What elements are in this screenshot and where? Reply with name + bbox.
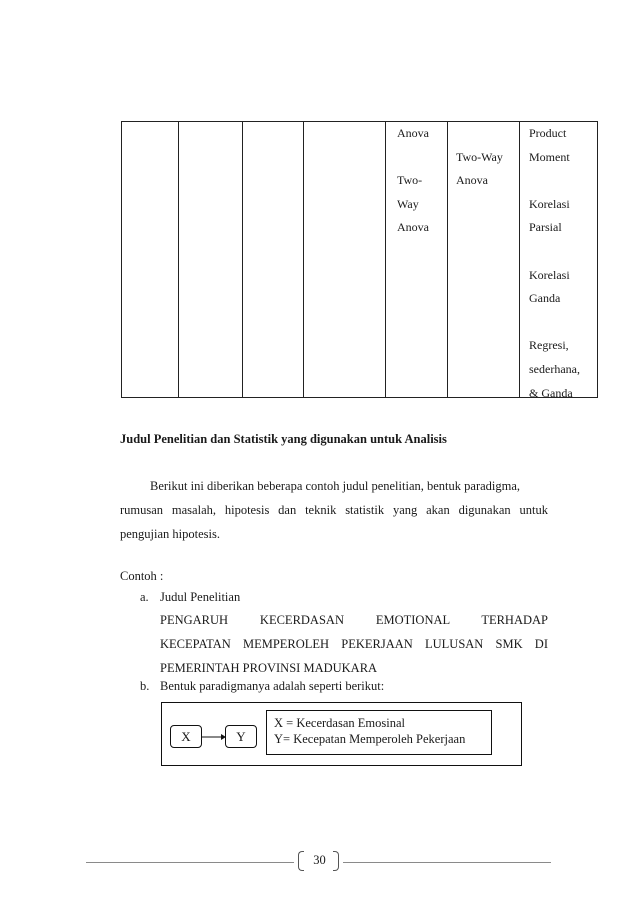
cell-line: Anova: [456, 173, 488, 188]
cell-line: [456, 122, 503, 146]
section-heading: Judul Penelitian dan Statistik yang digunakan untuk Analisis: [120, 432, 447, 446]
intro-paragraph: [120, 476, 548, 544]
cell-line: Korelasi: [529, 267, 570, 282]
paragraph-line: [120, 476, 548, 496]
page-number-bracket-left: [298, 851, 304, 871]
research-title: [160, 610, 548, 678]
cell-line: Moment: [529, 149, 570, 164]
table-column-divider: [519, 122, 520, 397]
diagram-legend: [266, 710, 492, 755]
cell-line: [397, 146, 429, 170]
title-line: PEMERINTAH PROVINSI MADUKARA: [160, 661, 378, 675]
arrow-icon: [202, 731, 226, 743]
paragraph-line: pengujian hipotesis.: [120, 527, 220, 541]
cell-line: Product: [529, 126, 567, 140]
table-cell-product-moment: [529, 122, 580, 405]
item-a-label: Judul Penelitian: [160, 590, 241, 604]
table-cell-anova: [397, 122, 429, 240]
page-number-bracket-right: [333, 851, 339, 871]
cell-line: Two-: [397, 173, 423, 188]
paragraph-text: Berikut ini diberikan beberapa contoh judul penelitian, bentuk paradigma,: [150, 479, 521, 493]
page-number: 30: [313, 853, 326, 867]
legend-line: X = Kecerdasan Emosinal: [274, 716, 405, 730]
footer-rule-left: [86, 862, 294, 863]
example-label: Contoh :: [120, 569, 164, 583]
paradigm-diagram: [161, 702, 522, 766]
title-line: KECEPATAN MEMPEROLEH PEKERJAAN LULUSAN SMK DI: [160, 637, 548, 651]
title-line: PENGARUH KECERDASAN EMOTIONAL TERHADAP: [160, 613, 548, 627]
cell-line: Two-Way: [456, 149, 503, 164]
cell-line: [529, 240, 580, 264]
cell-line: sederhana,: [529, 361, 580, 376]
cell-line: Ganda: [529, 291, 561, 306]
cell-line: Anova: [397, 220, 429, 235]
table-cell-two-way: [456, 122, 503, 193]
variable-y-node: Y: [225, 725, 257, 748]
cell-line: & Ganda: [529, 385, 573, 400]
statistics-table-fragment: [121, 121, 598, 398]
cell-line: [529, 169, 580, 193]
item-b-marker: b.: [140, 679, 150, 693]
table-column-divider: [447, 122, 448, 397]
variable-x-node: X: [170, 725, 202, 748]
legend-line: Y= Kecepatan Memperoleh Pekerjaan: [274, 732, 466, 746]
cell-line: Regresi,: [529, 338, 569, 353]
table-column-divider: [242, 122, 243, 397]
cell-line: Way: [397, 196, 419, 211]
cell-line: Anova: [397, 126, 429, 140]
cell-line: [529, 311, 580, 335]
table-column-divider: [303, 122, 304, 397]
table-column-divider: [385, 122, 386, 397]
paragraph-line: rumusan masalah, hipotesis dan teknik statistik yang akan digunakan untuk: [120, 503, 548, 517]
item-b-label: Bentuk paradigmanya adalah seperti berikut:: [160, 679, 385, 693]
item-a-marker: a.: [140, 590, 149, 604]
footer-rule-right: [343, 862, 551, 863]
cell-line: Parsial: [529, 220, 562, 235]
table-column-divider: [178, 122, 179, 397]
cell-line: Korelasi: [529, 196, 570, 211]
